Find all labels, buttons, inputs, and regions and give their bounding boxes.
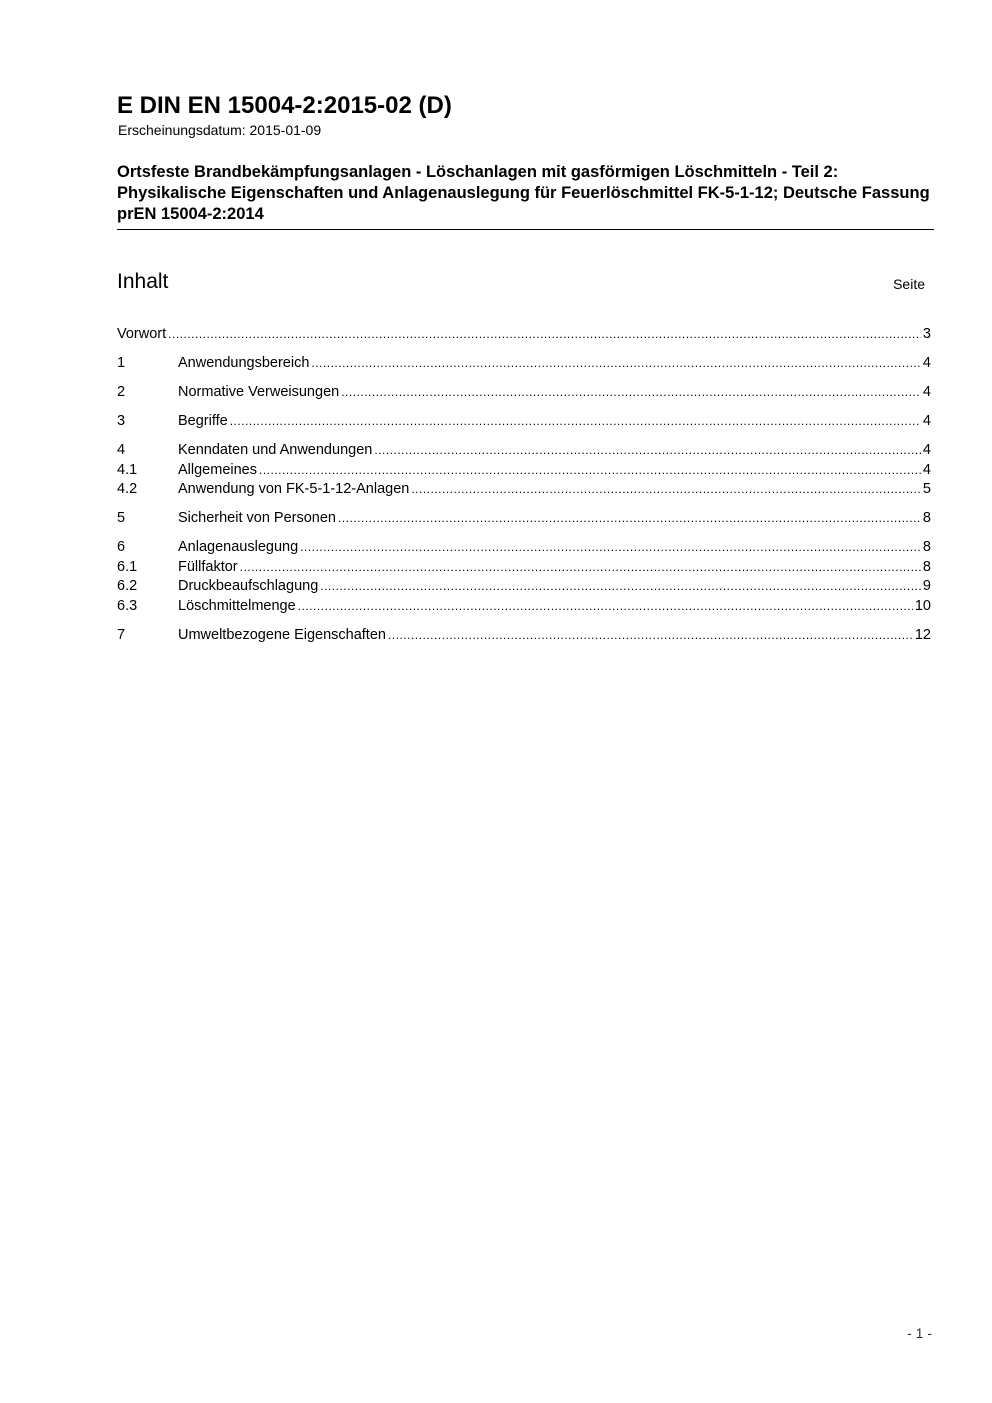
table-of-contents [117, 325, 931, 645]
toc-entry-number: 1 [117, 355, 126, 371]
toc-entry-number: 4.1 [117, 461, 138, 478]
toc-entry-title: Anlagenauslegung [178, 539, 299, 555]
toc-dot-leader [300, 538, 921, 558]
toc-entry-number: 4.2 [117, 481, 138, 497]
toc-dot-leader [388, 626, 913, 646]
toc-entry-4-2[interactable] [117, 480, 931, 500]
toc-dot-leader [320, 577, 921, 597]
toc-entry-3[interactable] [117, 412, 931, 432]
toc-entry-number: 7 [117, 626, 126, 643]
document-title: Ortsfeste Brandbekämpfungsanlagen - Löschanlagen mit gasförmigen Löschmitteln - Teil 2: Physikalische Eigenschaften und Anlagenauslegung für Feuerlöschmittel FK-5-1-12; Deutsche Fassung prEN 15004-2:2014 [117, 163, 930, 223]
toc-entry-page: 8 [922, 558, 931, 575]
toc-entry-page: 4 [922, 384, 931, 400]
toc-entry-1[interactable] [117, 354, 931, 374]
toc-entry-title: Füllfaktor [178, 558, 238, 575]
toc-entry-title: Normative Verweisungen [178, 384, 340, 400]
page-number: - 1 - [907, 1325, 932, 1341]
toc-entry-title: Sicherheit von Personen [178, 510, 336, 526]
toc-page-column-label: Seite [893, 276, 925, 292]
document-id: E DIN EN 15004-2:2015-02 (D) [117, 92, 452, 119]
toc-entry-page: 3 [922, 326, 931, 342]
toc-entry-title: Anwendungsbereich [178, 355, 310, 371]
toc-entry-title: Kenndaten und Anwendungen [178, 442, 373, 458]
toc-entry-number: 6.1 [117, 558, 138, 575]
publication-date: Erscheinungsdatum: 2015-01-09 [118, 122, 322, 138]
toc-dot-leader [168, 325, 921, 345]
toc-heading: Inhalt [117, 270, 169, 293]
toc-entry-5[interactable] [117, 509, 931, 529]
toc-entry-title: Vorwort [117, 326, 167, 342]
toc-entry-number: 3 [117, 413, 126, 429]
toc-entry-title: Löschmittelmenge [178, 597, 296, 614]
toc-entry-page: 4 [922, 355, 931, 371]
toc-entry-4-1[interactable] [117, 461, 931, 481]
toc-entry-title: Begriffe [178, 413, 228, 429]
toc-entry-number: 6 [117, 539, 126, 555]
toc-entry-number: 5 [117, 510, 126, 526]
toc-entry-title: Druckbeaufschlagung [178, 578, 319, 594]
toc-entry-number: 6.2 [117, 578, 138, 594]
toc-dot-leader [230, 412, 921, 432]
toc-entry-number: 4 [117, 442, 126, 458]
toc-entry-page: 4 [922, 442, 931, 458]
toc-entry-page: 4 [922, 413, 931, 429]
toc-entry-4[interactable] [117, 441, 931, 461]
toc-entry-7[interactable] [117, 626, 931, 646]
toc-entry-page: 9 [922, 578, 931, 594]
toc-entry-6-2[interactable] [117, 577, 931, 597]
toc-entry-vorwort[interactable] [117, 325, 931, 345]
toc-dot-leader [259, 461, 921, 481]
toc-entry-title: Allgemeines [178, 461, 257, 478]
toc-dot-leader [341, 383, 921, 403]
title-divider [117, 229, 934, 230]
toc-dot-leader [338, 509, 921, 529]
toc-entry-page: 10 [914, 597, 931, 614]
toc-dot-leader [311, 354, 921, 374]
toc-entry-title: Umweltbezogene Eigenschaften [178, 626, 386, 643]
toc-entry-2[interactable] [117, 383, 931, 403]
toc-dot-leader [240, 558, 921, 578]
toc-dot-leader [411, 480, 921, 500]
toc-entry-number: 2 [117, 384, 126, 400]
toc-entry-6[interactable] [117, 538, 931, 558]
toc-entry-6-3[interactable] [117, 597, 931, 617]
toc-entry-number: 6.3 [117, 597, 138, 614]
toc-dot-leader [374, 441, 921, 461]
toc-entry-page: 5 [922, 481, 931, 497]
toc-entry-page: 12 [914, 626, 931, 643]
toc-entry-page: 8 [922, 510, 931, 526]
toc-entry-title: Anwendung von FK-5-1-12-Anlagen [178, 481, 410, 497]
toc-entry-6-1[interactable] [117, 558, 931, 578]
toc-entry-page: 4 [922, 461, 931, 478]
toc-dot-leader [298, 597, 913, 617]
toc-entry-page: 8 [922, 539, 931, 555]
